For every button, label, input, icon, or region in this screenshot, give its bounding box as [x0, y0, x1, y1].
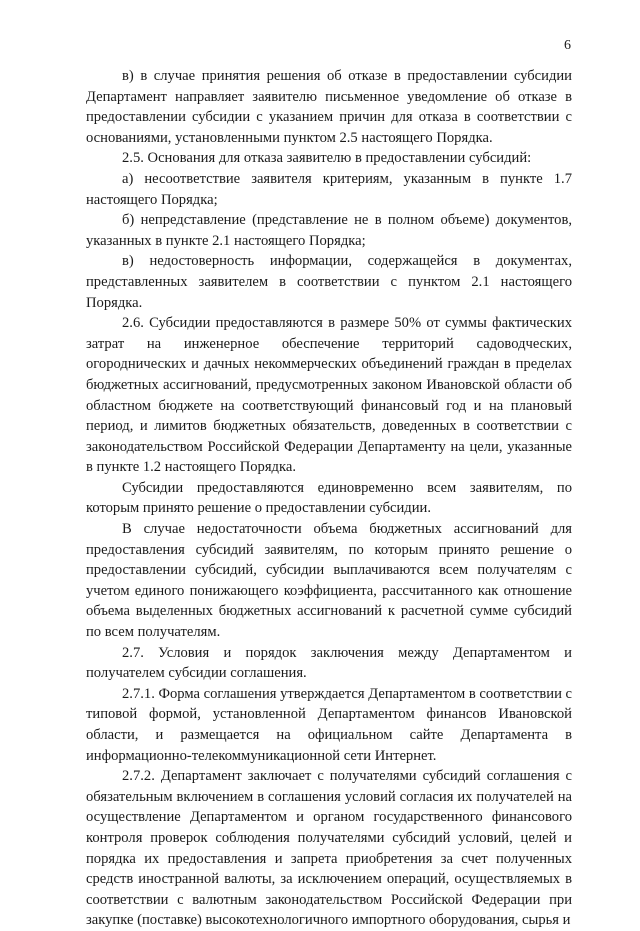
paragraph: 2.7. Условия и порядок заключения между Департаментом и получателем субсидии соглашения.: [86, 644, 572, 682]
paragraph: 2.7.2. Департамент заключает с получателями субсидий соглашения с обязательным включением в соглашения условий согласия их получателей на осуществление Департаментом и органом государственного финансового контроля проверок соблюдения получателями субсидий условий, целей и порядка их предоставления и запрета приобретения за счет полученных средств иностранной валюты, за исключением операций, осуществляемых в соответствии с валютным законодательством Российской Федерации при закупке (поставке) высокотехнологичного импортного оборудования, сырья и: [86, 768, 572, 929]
paragraph: 2.7.1. Форма соглашения утверждается Департаментом в соответствии с типовой формой, установленной Департаментом финансов Ивановской области, и размещается на официальном сайте Департамента в информационно-телекоммуникационной сети Интернет.: [86, 685, 573, 764]
paragraph: 2.5. Основания для отказа заявителю в предоставлении субсидий:: [122, 150, 532, 167]
page-number: 6: [564, 38, 571, 53]
paragraph: б) непредставление (представление не в полном объеме) документов, указанных в пункте 2.1 настоящего Порядка;: [86, 212, 572, 249]
paragraph: в) недостоверность информации, содержащейся в документах, представленных заявителем в соответствии с пунктом 2.1 настоящего Порядка.: [86, 253, 572, 311]
paragraph: в) в случае принятия решения об отказе в предоставлении субсидии Департамент направляет заявителю письменное уведомление об отказе в предоставлении субсидии с указанием причин для отказа в соответствии с основаниями, установленными пунктом 2.5 настоящего Порядка.: [86, 68, 572, 146]
document-body: [86, 66, 572, 931]
paragraph: а) несоответствие заявителя критериям, указанным в пункте 1.7 настоящего Порядка;: [86, 170, 572, 208]
paragraph: 2.6. Субсидии предоставляются в размере 50% от суммы фактических затрат на инженерное обеспечение территорий садоводческих, огороднических и дачных некоммерческих объединений граждан в пределах бюджетных ассигнований, предусмотренных законом Ивановской области об областном бюджете на соответствующий финансовый год и на плановый период, и лимитов бюджетных обязательств, доведенных в соответствии с законодательством Российской Федерации Департаменту на цели, указанные в пункте 1.2 настоящего Порядка.: [86, 315, 572, 476]
paragraph: Субсидии предоставляются единовременно всем заявителям, по которым принято решение о предоставлении субсидии.: [86, 479, 572, 517]
paragraph: В случае недостаточности объема бюджетных ассигнований для предоставления субсидий заявителям, по которым принято решение о предоставлении субсидий, субсидии выплачиваются всем получателям с учетом единого понижающего коэффициента, рассчитанного как отношение объема выделенных бюджетных ассигнований к расчетной сумме субсидий по всем получателям.: [86, 521, 572, 641]
